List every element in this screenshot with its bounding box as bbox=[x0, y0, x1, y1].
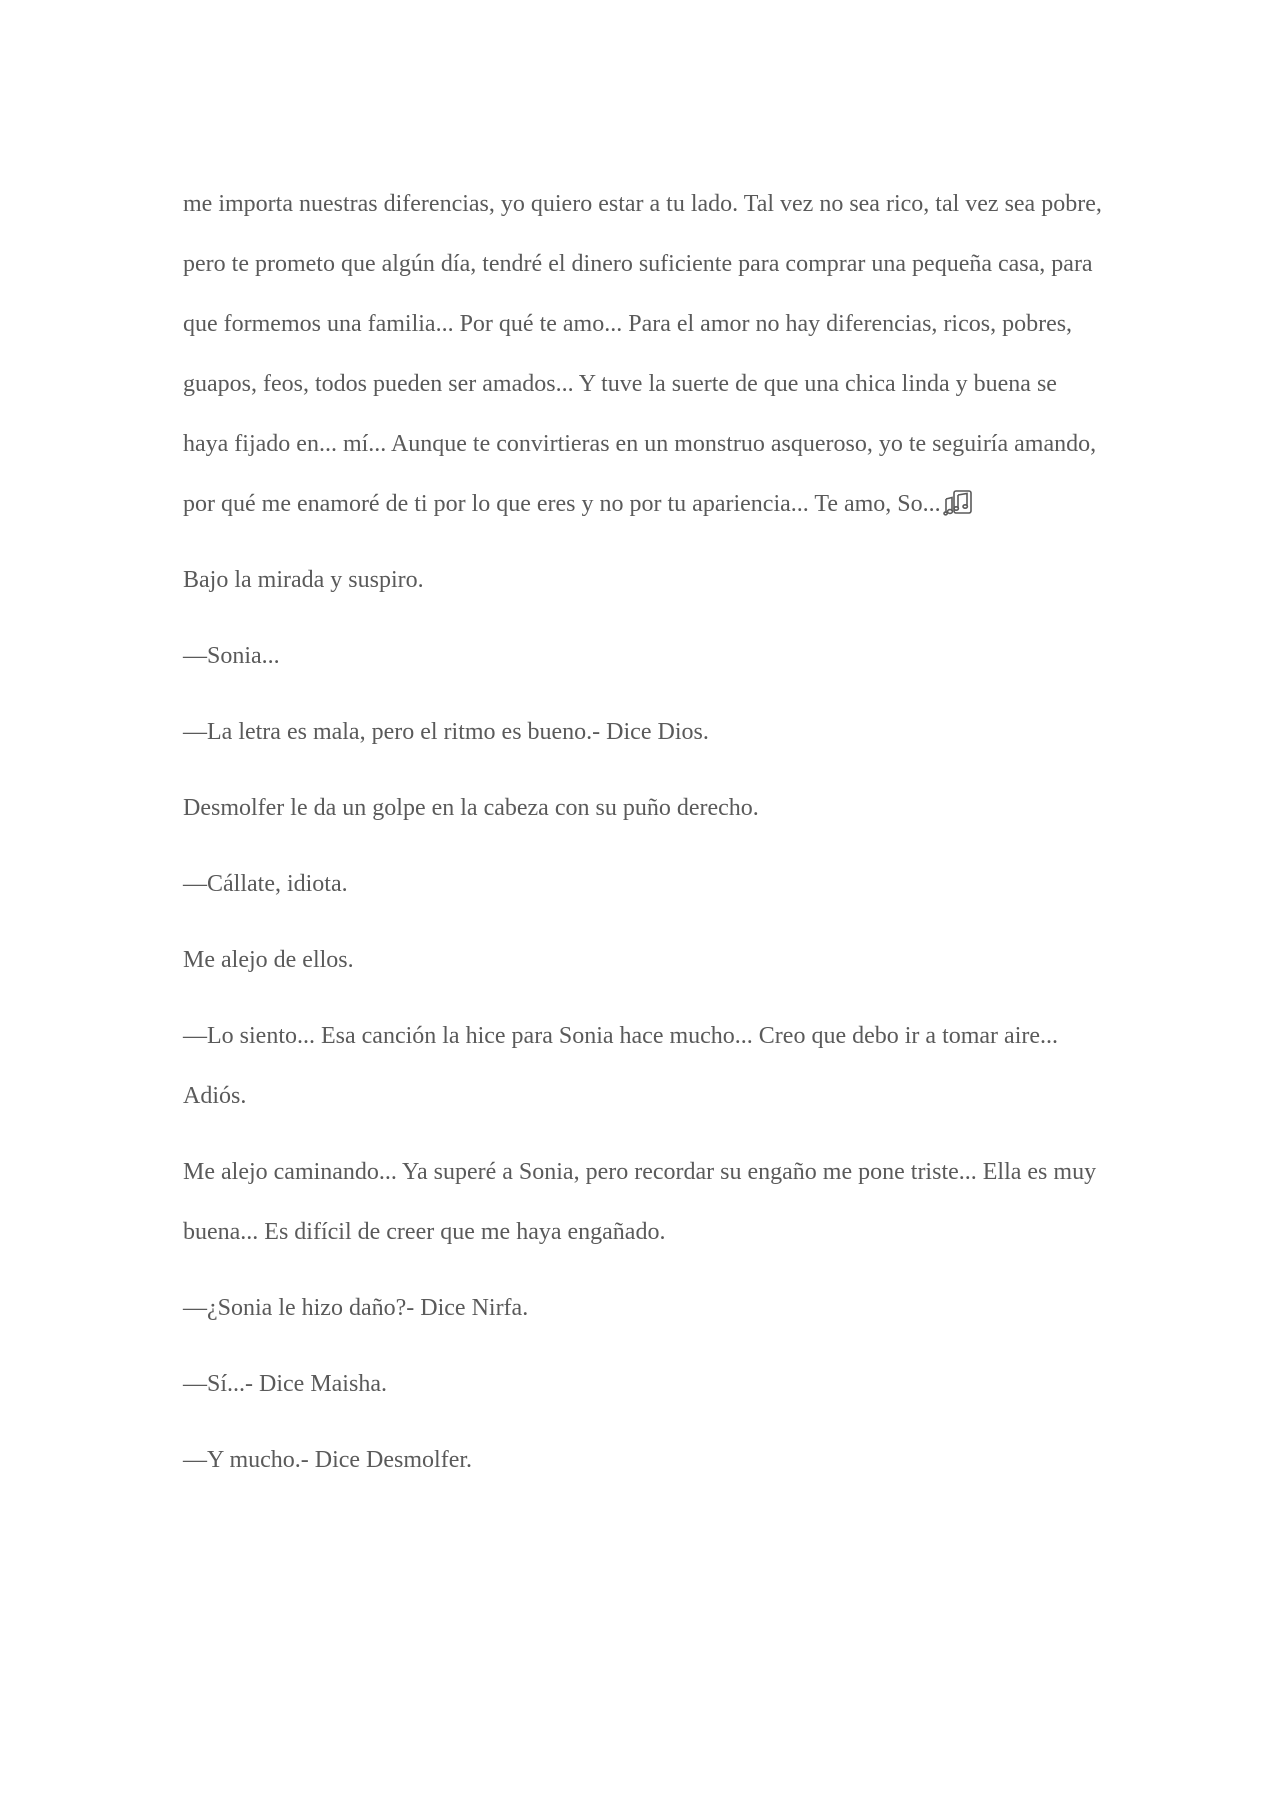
paragraph: Me alejo de ellos. bbox=[183, 947, 354, 973]
paragraph: —Lo siento... Esa canción la hice para Sonia hace mucho... Creo que debo ir a tomar aire... Adiós. bbox=[183, 1023, 1059, 1109]
paragraph: —Y mucho.- Dice Desmolfer. bbox=[183, 1447, 473, 1473]
paragraph: —La letra es mala, pero el ritmo es bueno.- Dice Dios. bbox=[183, 719, 709, 745]
paragraph: Desmolfer le da un golpe en la cabeza con su puño derecho. bbox=[183, 795, 759, 821]
document-page bbox=[183, 174, 1103, 1506]
paragraph: —Sí...- Dice Maisha. bbox=[183, 1371, 387, 1397]
paragraph-text: me importa nuestras diferencias, yo quiero estar a tu lado. Tal vez no sea rico, tal vez sea pobre, pero te prometo que algún día, tendré el dinero suficiente para comprar una pequeña casa, para que formemos una familia... Por qué te amo... Para el amor no hay diferencias, ricos, pobres, guapos, feos, todos pueden ser amados... Y tuve la suerte de que una chica linda y buena se haya fijado en... mí... Aunque te convirtieras en un monstruo asqueroso, yo te seguiría amando, por qué me enamoré de ti por lo que eres y no por tu apariencia... Te amo, So... bbox=[183, 191, 1102, 517]
paragraph-continued bbox=[183, 174, 1103, 534]
musical-notes-icon bbox=[943, 489, 973, 517]
paragraph: —Sonia... bbox=[183, 643, 280, 669]
paragraph: Me alejo caminando... Ya superé a Sonia, pero recordar su engaño me pone triste... Ella es muy buena... Es difícil de creer que me haya engañado. bbox=[183, 1159, 1097, 1245]
paragraph: —Cállate, idiota. bbox=[183, 871, 348, 897]
paragraph: Bajo la mirada y suspiro. bbox=[183, 567, 424, 593]
paragraph: —¿Sonia le hizo daño?- Dice Nirfa. bbox=[183, 1295, 529, 1321]
